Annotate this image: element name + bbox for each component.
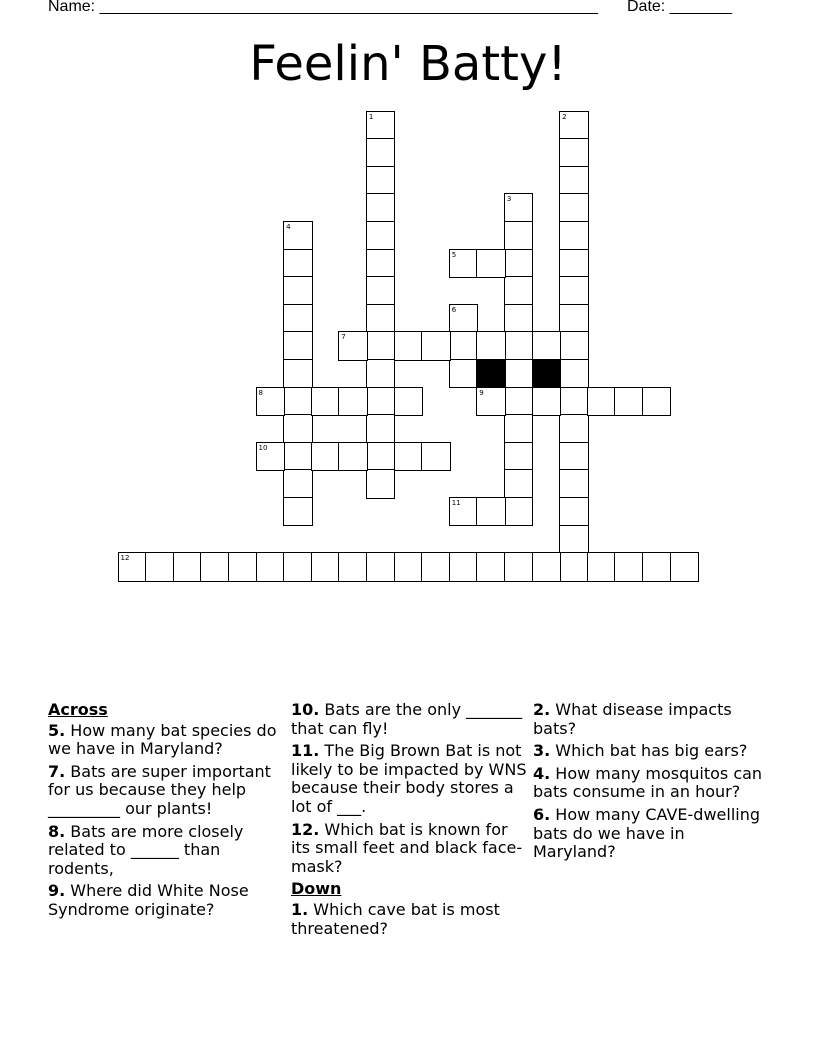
clues-column-1 [48, 701, 284, 924]
grid-cell[interactable] [559, 331, 589, 361]
clue-across-8: 8. Bats are more closely related to ______ than rodents, [48, 821, 244, 878]
cell-number: 6 [451, 305, 457, 314]
grid-cell[interactable] [449, 497, 479, 527]
clue-down-2: 2. What disease impacts bats? [533, 700, 732, 738]
down-heading: Down [291, 879, 342, 899]
clue-across-5: 5. How many bat species do we have in Maryland? [48, 720, 277, 759]
grid-cell[interactable] [449, 304, 479, 334]
cell-number: 7 [341, 333, 346, 342]
clue-across-10: 10. Bats are the only _______ that can fly! [291, 700, 523, 738]
grid-cell[interactable] [283, 359, 313, 389]
grid-cell[interactable] [504, 304, 534, 334]
grid-cell[interactable] [394, 331, 424, 361]
grid-cell[interactable] [449, 359, 479, 389]
grid-cell[interactable] [476, 552, 506, 582]
grid-cell[interactable] [504, 221, 534, 251]
cell-number: 5 [451, 250, 457, 259]
grid-cell[interactable] [559, 414, 589, 444]
grid-cell[interactable] [200, 552, 230, 582]
grid-cell[interactable] [228, 552, 258, 582]
grid-cell[interactable] [559, 304, 589, 334]
cell-number: 1 [368, 112, 374, 121]
grid-cell[interactable] [587, 387, 617, 417]
grid-cell[interactable] [559, 497, 589, 527]
grid-cell[interactable] [642, 387, 672, 417]
grid-cell[interactable] [559, 552, 589, 582]
grid-cell[interactable] [504, 469, 534, 499]
grid-cell[interactable] [504, 497, 534, 527]
grid-cell[interactable] [559, 166, 589, 196]
clues-column-2 [291, 701, 527, 942]
grid-cell[interactable] [173, 552, 203, 582]
clues-column-3 [533, 701, 769, 866]
grid-cell[interactable] [670, 552, 700, 582]
grid-cell[interactable] [394, 552, 424, 582]
clue-across-12: 12. Which bat is known for its small feet and black face-mask? [291, 819, 523, 876]
grid-cell[interactable] [366, 276, 396, 306]
grid-cell[interactable] [338, 331, 368, 361]
name-field-label[interactable]: Name: ________________________________________________________ [48, 0, 598, 15]
cell-number: 8 [258, 388, 263, 397]
grid-cell[interactable] [476, 387, 506, 417]
cell-number: 2 [562, 112, 567, 121]
grid-cell[interactable] [504, 193, 534, 223]
grid-cell[interactable] [559, 249, 589, 279]
grid-cell[interactable] [504, 249, 534, 279]
grid-cell[interactable] [145, 552, 175, 582]
grid-cell[interactable] [642, 552, 672, 582]
grid-cell[interactable] [476, 497, 506, 527]
cell-number: 4 [286, 222, 291, 231]
grid-cell[interactable] [366, 359, 396, 389]
grid-cell[interactable] [421, 552, 451, 582]
grid-cell[interactable] [366, 387, 396, 417]
grid-cell[interactable] [504, 442, 534, 472]
clue-across-11: 11. The Big Brown Bat is not likely to be impacted by WNS because their body stores a lot of ___. [291, 741, 527, 816]
grid-cell[interactable] [559, 138, 589, 168]
cell-number: 11 [451, 498, 461, 507]
grid-cell[interactable] [283, 414, 313, 444]
grid-cell[interactable] [504, 359, 534, 389]
grid-black-cell [532, 359, 562, 389]
grid-cell[interactable] [614, 387, 644, 417]
grid-cell[interactable] [311, 387, 341, 417]
grid-cell[interactable] [366, 111, 396, 141]
grid-cell[interactable] [366, 414, 396, 444]
grid-cell[interactable] [449, 249, 479, 279]
grid-cell[interactable] [614, 552, 644, 582]
grid-cell[interactable] [559, 193, 589, 223]
grid-cell[interactable] [504, 552, 534, 582]
grid-cell[interactable] [366, 552, 396, 582]
cell-number: 3 [506, 195, 512, 204]
grid-cell[interactable] [366, 193, 396, 223]
page-title: Feelin' Batty! [249, 36, 567, 92]
clue-down-6: 6. How many CAVE-dwelling bats do we have in Maryland? [533, 804, 761, 862]
clue-across-7: 7. Bats are super important for us because they help _________ our plants! [48, 761, 271, 818]
grid-cell[interactable] [366, 442, 396, 472]
grid-cell[interactable] [338, 387, 368, 417]
grid-cell[interactable] [532, 387, 562, 417]
grid-cell[interactable] [256, 552, 286, 582]
grid-cell[interactable] [559, 359, 589, 389]
grid-cell[interactable] [283, 304, 313, 334]
grid-cell[interactable] [283, 442, 313, 472]
grid-cell[interactable] [283, 387, 313, 417]
grid-cell[interactable] [256, 387, 286, 417]
grid-cell[interactable] [283, 331, 313, 361]
grid-cell[interactable] [559, 442, 589, 472]
grid-cell[interactable] [283, 221, 313, 251]
grid-cell[interactable] [256, 442, 286, 472]
grid-cell[interactable] [532, 552, 562, 582]
grid-black-cell [476, 359, 506, 389]
grid-cell[interactable] [118, 552, 148, 582]
grid-cell[interactable] [476, 331, 506, 361]
grid-cell[interactable] [559, 469, 589, 499]
grid-cell[interactable] [366, 331, 396, 361]
grid-cell[interactable] [366, 221, 396, 251]
clue-down-4: 4. How many mosquitos can bats consume in an hour? [533, 763, 763, 802]
grid-cell[interactable] [366, 166, 396, 196]
grid-cell[interactable] [338, 552, 368, 582]
cell-number: 9 [479, 388, 484, 397]
grid-cell[interactable] [283, 552, 313, 582]
cell-number: 10 [258, 443, 268, 452]
grid-cell[interactable] [504, 414, 534, 444]
grid-cell[interactable] [532, 331, 562, 361]
grid-cell[interactable] [283, 497, 313, 527]
grid-cell[interactable] [311, 552, 341, 582]
grid-cell[interactable] [504, 387, 534, 417]
clue-across-9: 9. Where did White Nose Syndrome originate? [48, 881, 249, 919]
grid-cell[interactable] [394, 387, 424, 417]
grid-cell[interactable] [421, 331, 451, 361]
grid-cell[interactable] [421, 442, 451, 472]
grid-cell[interactable] [559, 221, 589, 251]
grid-cell[interactable] [559, 111, 589, 141]
clue-down-3: 3. Which bat has big ears? [533, 741, 748, 761]
grid-cell[interactable] [449, 331, 479, 361]
grid-cell[interactable] [366, 138, 396, 168]
across-heading: Across [48, 700, 108, 719]
grid-cell[interactable] [283, 249, 313, 279]
clue-down-1: 1. Which cave bat is most threatened? [291, 899, 500, 938]
grid-cell[interactable] [504, 276, 534, 306]
grid-cell[interactable] [394, 442, 424, 472]
grid-cell[interactable] [366, 249, 396, 279]
grid-cell[interactable] [366, 469, 396, 499]
date-field-label[interactable]: Date: _______ [627, 0, 732, 15]
grid-cell[interactable] [338, 442, 368, 472]
grid-cell[interactable] [587, 552, 617, 582]
grid-cell[interactable] [311, 442, 341, 472]
grid-cell[interactable] [559, 276, 589, 306]
grid-cell[interactable] [366, 304, 396, 334]
grid-cell[interactable] [504, 331, 534, 361]
grid-cell[interactable] [283, 276, 313, 306]
grid-cell[interactable] [449, 552, 479, 582]
grid-cell[interactable] [283, 469, 313, 499]
grid-cell[interactable] [559, 525, 589, 555]
cell-number: 12 [120, 554, 130, 563]
grid-cell[interactable] [476, 249, 506, 279]
grid-cell[interactable] [559, 387, 589, 417]
